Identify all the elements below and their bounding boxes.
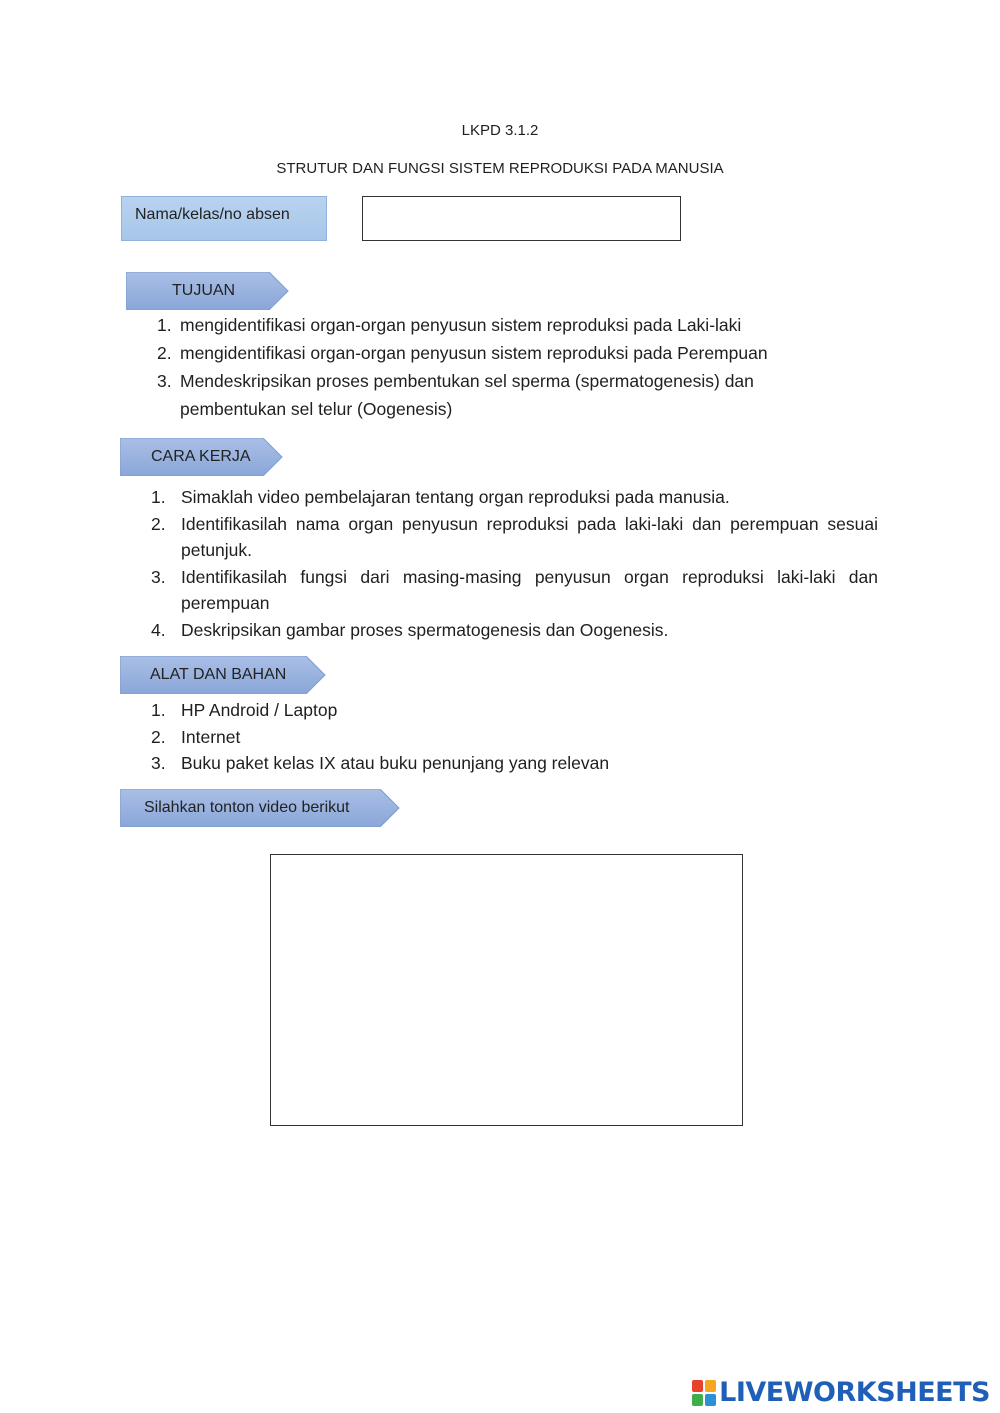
alat-bahan-list bbox=[151, 697, 878, 777]
video-player[interactable] bbox=[270, 854, 743, 1126]
tujuan-banner bbox=[126, 272, 290, 310]
liveworksheets-logo bbox=[692, 1378, 990, 1408]
list-item: 4. Deskripsikan gambar proses spermatogenesis dan Oogenesis. bbox=[151, 619, 669, 640]
list-item: 2. mengidentifikasi organ-organ penyusun sistem reproduksi pada Perempuan bbox=[157, 343, 768, 363]
list-item: 2. Internet bbox=[151, 726, 241, 747]
list-item: 3. Buku paket kelas IX atau buku penunjang yang relevan bbox=[151, 753, 610, 773]
tujuan-heading: TUJUAN bbox=[172, 282, 236, 299]
alat-bahan-banner bbox=[120, 656, 328, 694]
name-class-label: Nama/kelas/no absen bbox=[121, 196, 327, 241]
brand-blocks-icon bbox=[692, 1380, 716, 1406]
list-item: 1. Simaklah video pembelajaran tentang organ reproduksi pada manusia. bbox=[151, 487, 730, 507]
list-item: 2. Identifikasilah nama organ penyusun reproduksi pada laki-laki dan perempuan sesuai petunjuk. bbox=[151, 513, 878, 560]
list-item: 1. HP Android / Laptop bbox=[151, 700, 338, 720]
list-item: 1. mengidentifikasi organ-organ penyusun sistem reproduksi pada Laki-laki bbox=[157, 315, 742, 335]
video-heading: Silahkan tonton video berikut bbox=[144, 799, 350, 816]
list-item: 3. Mendeskripsikan proses pembentukan sel sperma (spermatogenesis) dan pembentukan sel telur (Oogenesis) bbox=[157, 371, 754, 419]
video-banner bbox=[120, 789, 402, 827]
page-title: STRUTUR DAN FUNGSI SISTEM REPRODUKSI PADA MANUSIA bbox=[276, 160, 724, 177]
name-class-input[interactable] bbox=[362, 196, 681, 241]
tujuan-list bbox=[157, 311, 880, 423]
alat-bahan-heading: ALAT DAN BAHAN bbox=[150, 666, 287, 683]
worksheet-code: LKPD 3.1.2 bbox=[461, 122, 539, 139]
cara-kerja-banner bbox=[120, 438, 284, 476]
list-item: 3. Identifikasilah fungsi dari masing-masing penyusun organ reproduksi laki-laki dan perempuan bbox=[151, 566, 878, 613]
cara-kerja-list bbox=[151, 484, 878, 643]
brand-name: LIVEWORKSHEETS bbox=[719, 1377, 990, 1408]
cara-kerja-heading: CARA KERJA bbox=[151, 448, 251, 465]
